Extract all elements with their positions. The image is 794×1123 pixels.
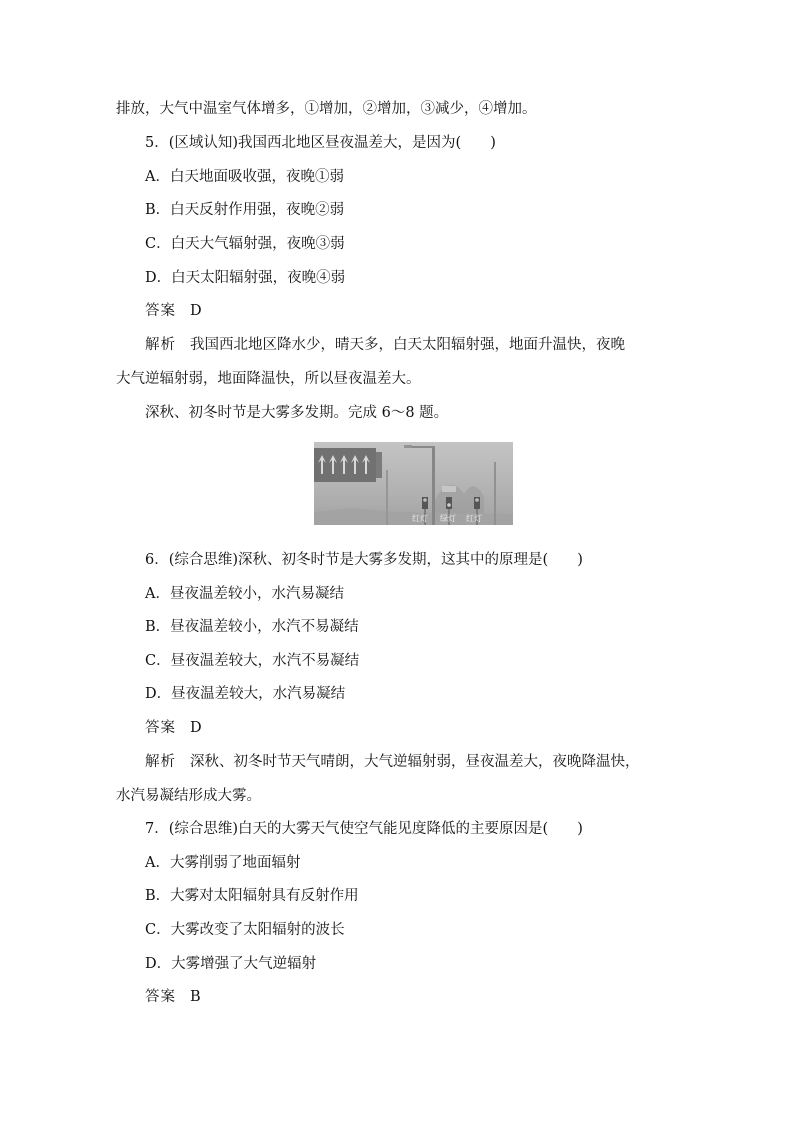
answer-label: 答案: [145, 720, 176, 736]
answer-value: D: [190, 303, 202, 319]
option-6c: C．昼夜温差较大，水汽不易凝结: [145, 653, 360, 669]
signal-label-1: 红灯: [412, 514, 428, 523]
answer-label: 答案: [145, 303, 176, 319]
question-5: 5．(区域认知)我国西北地区昼夜温差大，是因为( ): [145, 135, 496, 151]
option-6b: B．昼夜温差较小，水汽不易凝结: [145, 619, 359, 635]
option-7b: B．大雾对太阳辐射具有反射作用: [145, 888, 359, 904]
explanation-5-cont: 大气逆辐射弱，地面降温快，所以昼夜温差大。: [116, 371, 421, 387]
group-intro: 深秋、初冬时节是大雾多发期。完成 6～8 题。: [145, 405, 449, 421]
option-6d: D．昼夜温差较大，水汽易凝结: [145, 686, 346, 702]
signal-label-2: 绿灯: [440, 514, 456, 523]
signal-label-3: 红灯: [466, 514, 482, 523]
option-5c: C．白天大气辐射强，夜晚③弱: [145, 236, 345, 252]
question-7: 7．(综合思维)白天的大雾天气使空气能见度降低的主要原因是( ): [145, 821, 583, 837]
answer-label: 答案: [145, 989, 176, 1005]
explanation-5: [145, 335, 625, 355]
explanation-label: 解析: [145, 337, 176, 353]
text-line: 排放，大气中温室气体增多，①增加，②增加，③减少，④增加。: [116, 101, 537, 117]
fog-traffic-photo: [314, 442, 513, 525]
answer-value: D: [190, 720, 202, 736]
option-6a: A．昼夜温差较小，水汽易凝结: [145, 586, 344, 602]
explanation-6: [145, 752, 640, 772]
option-5b: B．白天反射作用强，夜晚②弱: [145, 202, 345, 218]
option-7c: C．大雾改变了太阳辐射的波长: [145, 922, 345, 938]
option-5a: A．白天地面吸收强，夜晚①弱: [145, 169, 344, 185]
answer-6: [145, 718, 202, 738]
option-7d: D．大雾增强了大气逆辐射: [145, 956, 317, 972]
answer-5: [145, 301, 202, 321]
answer-value: B: [190, 989, 201, 1005]
question-6: 6．(综合思维)深秋、初冬时节是大雾多发期，这其中的原理是( ): [145, 552, 583, 568]
fog-scene-illustration: [314, 442, 513, 525]
answer-7: [145, 987, 201, 1007]
option-7a: A．大雾削弱了地面辐射: [145, 855, 301, 871]
explanation-text: 我国西北地区降水少，晴天多，白天太阳辐射强，地面升温快，夜晚: [190, 337, 625, 353]
explanation-6-cont: 水汽易凝结形成大雾。: [116, 788, 261, 804]
option-5d: D．白天太阳辐射强，夜晚④弱: [145, 270, 346, 286]
explanation-text: 深秋、初冬时节天气晴朗，大气逆辐射弱，昼夜温差大，夜晚降温快，: [190, 754, 640, 770]
explanation-label: 解析: [145, 754, 176, 770]
